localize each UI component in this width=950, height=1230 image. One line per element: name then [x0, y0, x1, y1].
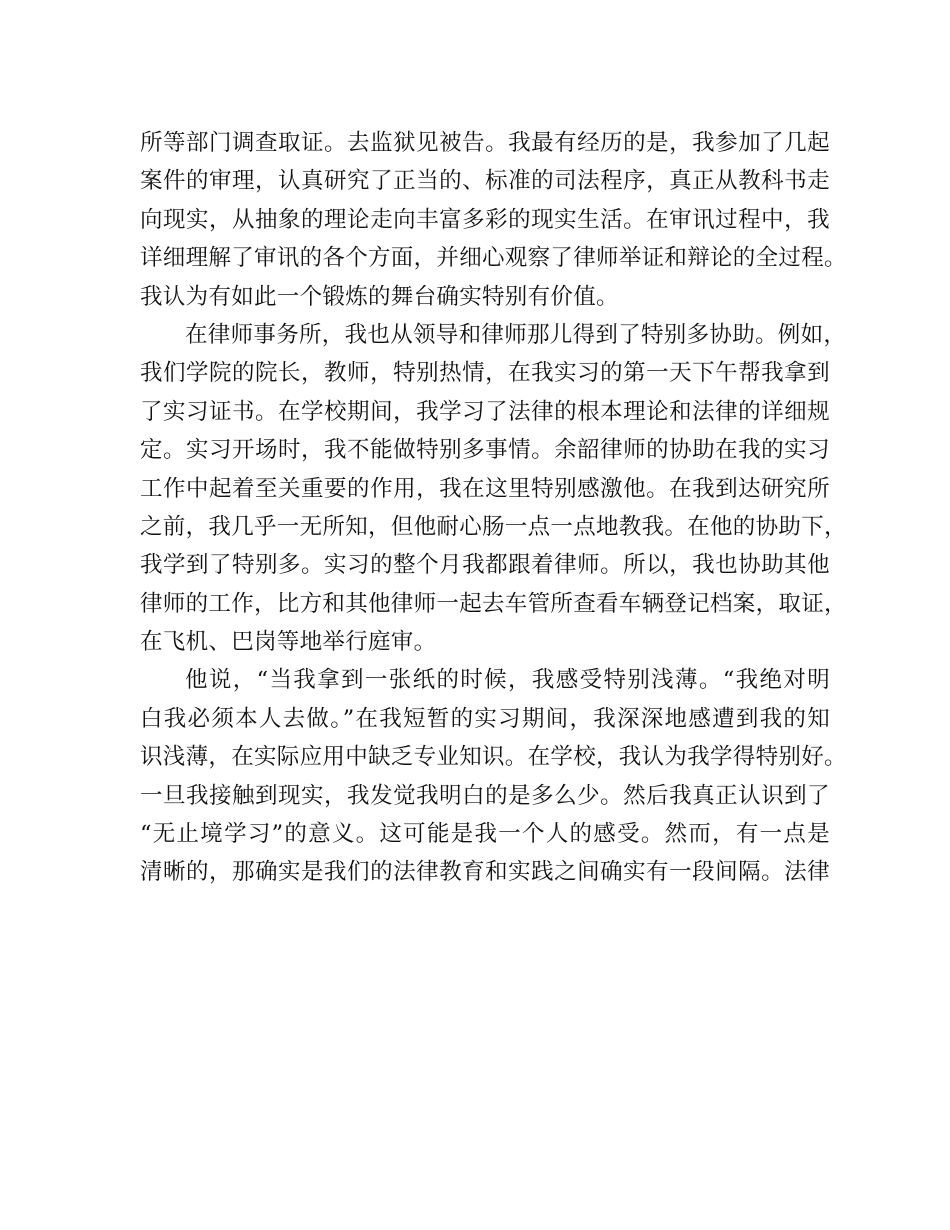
text-line: 工作中起着至关重要的作用，我在这里特别感激他。在我到达研究所: [140, 475, 830, 502]
text-line: 清晰的，那确实是我们的法律教育和实践之间确实有一段间隔。法律: [140, 859, 830, 886]
paragraph: [140, 316, 847, 662]
paragraph: [140, 661, 847, 891]
text-line: 之前，我几乎一无所知，但他耐心肠一点一点地教我。在他的协助下，: [140, 513, 847, 540]
text-line: 在律师事务所，我也从领导和律师那儿得到了特别多协助。例如，: [185, 321, 847, 348]
text-line: 详细理解了审讯的各个方面，并细心观察了律师举证和辩论的全过程。: [140, 245, 847, 272]
text-line: 了实习证书。在学校期间，我学习了法律的根本理论和法律的详细规: [140, 398, 830, 425]
text-line: 定。实习开场时，我不能做特别多事情。余韶律师的协助在我的实习: [140, 437, 830, 464]
text-line: “无止境学习”的意义。这可能是我一个人的感受。然而，有一点是: [140, 821, 830, 848]
text-line: 案件的审理，认真研究了正当的、标准的司法程序，真正从教科书走: [140, 168, 830, 195]
text-line: 我学到了特别多。实习的整个月我都跟着律师。所以，我也协助其他: [140, 552, 830, 579]
text-line: 所等部门调查取证。去监狱见被告。我最有经历的是，我参加了几起: [140, 130, 830, 156]
text-line: 他说，“当我拿到一张纸的时候，我感受特别浅薄。“我绝对明: [185, 667, 830, 694]
text-line: 我认为有如此一个锻炼的舞台确实特别有价值。: [140, 283, 619, 310]
document-body: [140, 124, 847, 892]
text-line: 识浅薄，在实际应用中缺乏专业知识。在学校，我认为我学得特别好。: [140, 744, 847, 771]
text-line: 一旦我接触到现实，我发觉我明白的是多么少。然后我真正认识到了: [140, 782, 830, 809]
text-line: 律师的工作，比方和其他律师一起去车管所查看车辆登记档案，取证，: [140, 590, 847, 617]
text-line: 白我必须本人去做。”在我短暂的实习期间，我深深地感遭到我的知: [140, 705, 830, 732]
text-line: 我们学院的院长，教师，特别热情，在我实习的第一天下午帮我拿到: [140, 360, 830, 387]
paragraph: [140, 124, 847, 316]
text-line: 向现实，从抽象的理论走向丰富多彩的现实生活。在审讯过程中，我: [140, 206, 830, 233]
text-line: 在飞机、巴岗等地举行庭审。: [140, 629, 437, 656]
